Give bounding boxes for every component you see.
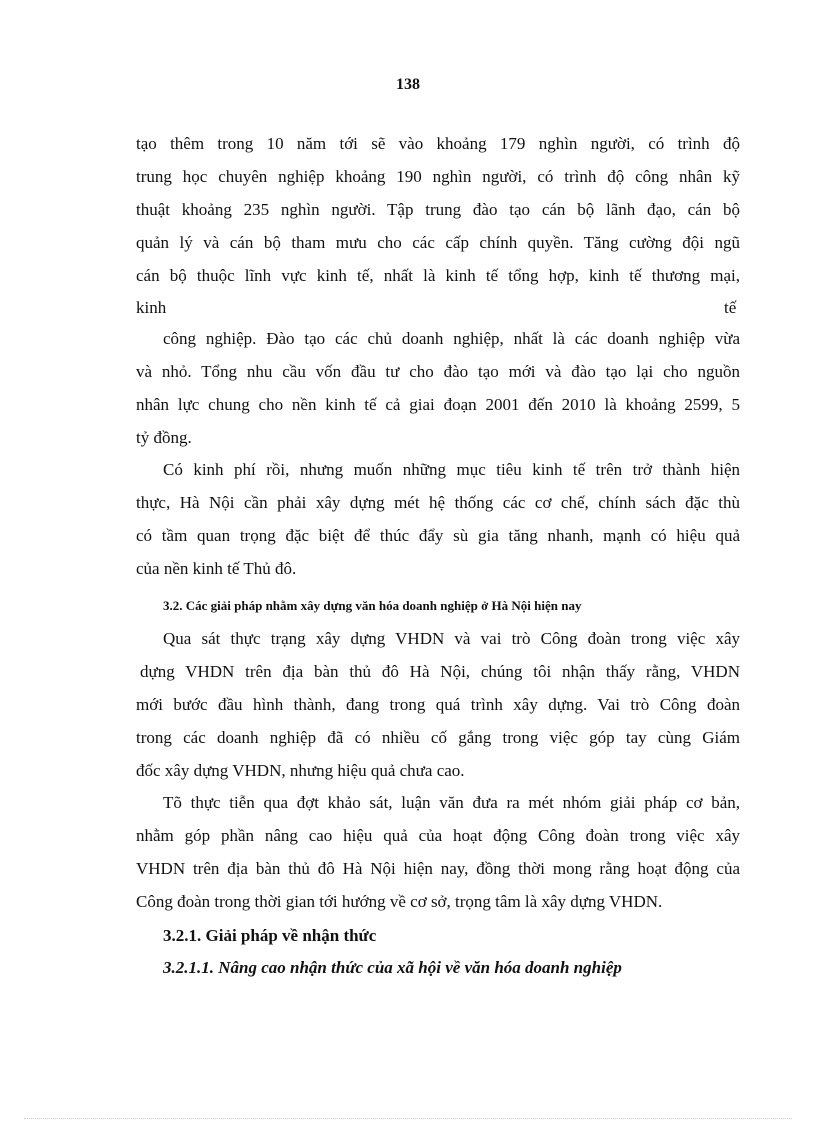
text-line: cán bộ thuộc lĩnh vực kinh tế, nhất là kinh tế tổng hợp, kinh tế thương mại, <box>136 266 740 285</box>
text-line: có tầm quan trọng đặc biệt để thúc đẩy sù gia tăng nhanh, mạnh có hiệu quả <box>136 526 740 545</box>
text-line-end-word: tế <box>724 298 737 317</box>
text-line: VHDN trên địa bàn thủ đô Hà Nội hiện nay, đồng thời mong rằng hoạt động của <box>136 859 740 878</box>
subsection-heading: 3.2.1. Giải pháp về nhận thức <box>163 926 377 945</box>
sub-subsection-heading: 3.2.1.1. Nâng cao nhận thức của xã hội về văn hóa doanh nghiệp <box>163 958 622 977</box>
text-line: kinh <box>136 298 167 317</box>
text-line: Tõ thực tiễn qua đợt khảo sát, luận văn đưa ra mét nhóm giải pháp cơ bản, <box>163 793 740 812</box>
text-line: tỷ đồng. <box>136 428 192 447</box>
text-line: nhằm góp phần nâng cao hiệu quả của hoạt động Công đoàn trong việc xây <box>136 826 740 845</box>
page-number: 138 <box>396 76 420 93</box>
text-line: dựng VHDN trên địa bàn thủ đô Hà Nội, chúng tôi nhận thấy rằng, VHDN <box>140 662 740 681</box>
section-heading: 3.2. Các giải pháp nhằm xây dựng văn hóa doanh nghiệp ở Hà Nội hiện nay <box>163 598 582 613</box>
text-line: trong các doanh nghiệp đã có nhiều cố gắng trong việc góp tay cùng Giám <box>136 728 740 747</box>
text-line: Qua sát thực trạng xây dựng VHDN và vai trò Công đoàn trong việc xây <box>163 629 740 648</box>
text-line: trung học chuyên nghiệp khoảng 190 nghìn người, có trình độ công nhân kỹ <box>136 167 740 186</box>
text-line: thực, Hà Nội cần phải xây dựng mét hệ thống các cơ chế, chính sách đặc thù <box>136 493 740 512</box>
text-line: công nghiệp. Đào tạo các chủ doanh nghiệp, nhất là các doanh nghiệp vừa <box>163 329 740 348</box>
text-line: Có kinh phí rồi, nhưng muốn những mục tiêu kinh tế trên trở thành hiện <box>163 460 740 479</box>
text-line: thuật khoảng 235 nghìn người. Tập trung đào tạo cán bộ lãnh đạo, cán bộ <box>136 200 740 219</box>
text-line: mới bước đầu hình thành, đang trong quá trình xây dựng. Vai trò Công đoàn <box>136 695 740 714</box>
text-line: nhân lực chung cho nền kinh tế cả giai đoạn 2001 đến 2010 là khoảng 2599, 5 <box>136 395 740 414</box>
text-line: của nền kinh tế Thủ đô. <box>136 559 297 578</box>
text-line: quản lý và cán bộ tham mưu cho các cấp chính quyền. Tăng cường đội ngũ <box>136 233 740 252</box>
text-line: đốc xây dựng VHDN, nhưng hiệu quả chưa cao. <box>136 761 465 780</box>
text-line: tạo thêm trong 10 năm tới sẽ vào khoảng 179 nghìn người, có trình độ <box>136 134 740 153</box>
page-bottom-divider <box>24 1118 792 1119</box>
text-line: và nhỏ. Tổng nhu cầu vốn đầu tư cho đào tạo mới và đào tạo lại cho nguồn <box>136 362 740 381</box>
text-line: Công đoàn trong thời gian tới hướng về cơ sở, trọng tâm là xây dựng VHDN. <box>136 892 663 911</box>
